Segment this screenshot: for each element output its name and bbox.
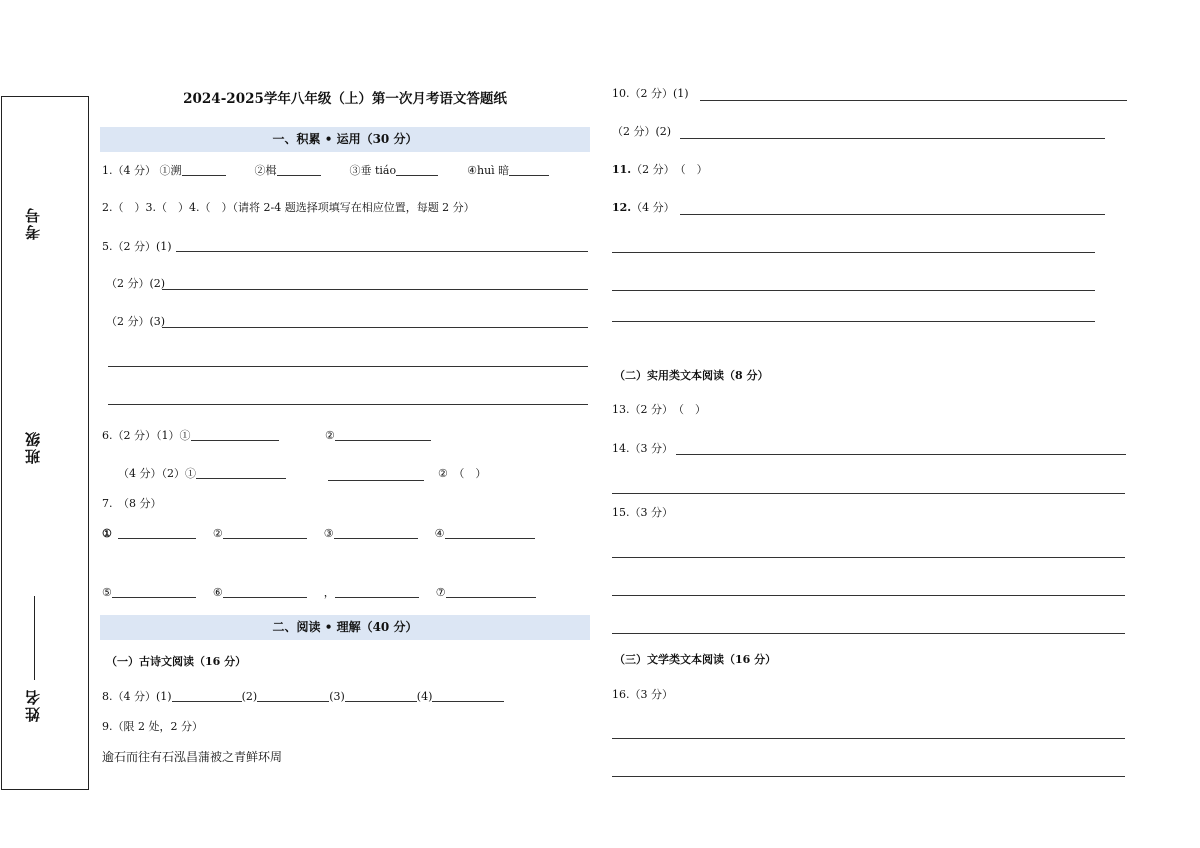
q6-2-blank-extra[interactable] (328, 480, 424, 481)
q8-prefix: 8.（4 分） (102, 690, 156, 703)
page-title: 2024-2025学年八年级（上）第一次月考语文答题纸 (183, 91, 507, 107)
question-5-2: （2 分）(2) (106, 277, 166, 290)
q1-blank-4[interactable] (509, 164, 549, 176)
q10-2-answer-line[interactable] (680, 138, 1105, 139)
q12-number: 12. (612, 201, 632, 214)
section-band-reading: 二、阅读 • 理解（40 分） (100, 615, 590, 640)
q16-answer-line-2[interactable] (612, 776, 1125, 777)
q9-passage: 逾石而往有石泓昌蒲被之青鲜环周 (102, 750, 283, 764)
q16-answer-line-1[interactable] (612, 738, 1125, 739)
binding-strip (1, 96, 89, 790)
q7-blank-6b[interactable] (335, 586, 419, 598)
section-band-accumulation: 一、积累 • 运用（30 分） (100, 127, 590, 152)
q11-text: （2 分） （ ） (631, 163, 708, 176)
q6-1-second-prefix: ② (325, 429, 335, 442)
question-13: 13.（2 分） （ ） (612, 403, 706, 416)
q6-1-prefix: 6.（2 分）（1）① (102, 429, 191, 442)
q6-1-blank-1[interactable] (191, 429, 279, 441)
q7-item-3: ③ (323, 527, 334, 540)
q12-answer-line-3[interactable] (612, 290, 1095, 291)
name-field-line[interactable] (34, 596, 35, 680)
q14-answer-line-2[interactable] (612, 493, 1125, 494)
q8-item-1: (1) (156, 690, 172, 703)
question-10-1: 10.（2 分）(1) (612, 87, 689, 100)
q1-item-4: ④huì 暗 (467, 164, 510, 177)
q7-blank-1[interactable] (118, 527, 196, 539)
q5-3-answer-line-2[interactable] (108, 366, 588, 367)
q7-item-1: ① (102, 527, 112, 540)
q1-blank-1[interactable] (182, 164, 226, 176)
part-1-heading: （一）古诗文阅读（16 分） (106, 655, 247, 668)
q5-3-answer-line[interactable] (162, 327, 588, 328)
q8-blank-2[interactable] (257, 690, 329, 702)
q8-item-4: (4) (416, 690, 433, 703)
q12-answer-line-1[interactable] (680, 214, 1105, 215)
q8-blank-1[interactable] (172, 690, 242, 702)
questions-2-4: 2.（ ）3.（ ）4.（ ）（请将 2-4 题选择项填写在相应位置，每题 2 分） (102, 201, 475, 214)
q8-blank-4[interactable] (432, 690, 504, 702)
question-11 (612, 163, 708, 177)
q12-text: （4 分） (631, 201, 675, 214)
q1-prefix: 1.（4 分） (102, 164, 156, 177)
question-5-1: 5.（2 分）(1) (102, 240, 172, 253)
question-12 (612, 201, 675, 215)
q15-answer-line-3[interactable] (612, 633, 1125, 634)
part-2-heading: （二）实用类文本阅读（8 分） (614, 369, 769, 382)
question-9: 9.（限 2 处，2 分） (102, 720, 203, 733)
q7-row-2 (102, 586, 536, 600)
question-5-3: （2 分）(3) (106, 315, 166, 328)
q5-1-answer-line[interactable] (176, 251, 588, 252)
question-6-1-second (325, 429, 431, 443)
q11-number: 11. (612, 163, 632, 176)
q15-answer-line-2[interactable] (612, 595, 1125, 596)
q7-blank-7[interactable] (446, 586, 536, 598)
q12-answer-line-2[interactable] (612, 252, 1095, 253)
q7-item-7: ⑦ (435, 586, 446, 599)
q10-1-answer-line[interactable] (700, 100, 1127, 101)
q6-2-blank-1[interactable] (196, 467, 286, 479)
question-15: 15.（3 分） (612, 506, 673, 519)
q1-item-3: ③垂 tiáo (349, 164, 397, 177)
q7-blank-5[interactable] (112, 586, 196, 598)
question-16: 16.（3 分） (612, 688, 673, 701)
q1-item-1: ①溯 (159, 164, 182, 177)
q7-comma: ， (323, 586, 335, 599)
q7-blank-3[interactable] (334, 527, 418, 539)
q7-blank-2[interactable] (223, 527, 307, 539)
q7-item-6: ⑥ (212, 586, 223, 599)
question-14: 14.（3 分） (612, 442, 673, 455)
q7-row-1 (102, 527, 535, 541)
q15-answer-line-1[interactable] (612, 557, 1125, 558)
q8-item-2: (2) (241, 690, 258, 703)
q5-2-answer-line[interactable] (162, 289, 588, 290)
question-1 (102, 164, 549, 178)
name-label: 姓名 (24, 688, 42, 722)
class-label: 班级 (24, 430, 42, 464)
q5-3-answer-line-3[interactable] (108, 404, 588, 405)
question-6-1 (102, 429, 279, 443)
q8-blank-3[interactable] (345, 690, 417, 702)
q12-answer-line-4[interactable] (612, 321, 1095, 322)
q1-blank-2[interactable] (277, 164, 321, 176)
q7-item-2: ② (212, 527, 223, 540)
exam-number-label: 考号 (24, 206, 42, 240)
q7-item-5: ⑤ (102, 586, 112, 599)
part-3-heading: （三）文学类文本阅读（16 分） (614, 653, 777, 666)
q14-answer-line-1[interactable] (676, 454, 1126, 455)
question-6-2 (118, 467, 286, 481)
q1-item-2: ②楫 (254, 164, 277, 177)
q7-blank-4[interactable] (445, 527, 535, 539)
q6-2-prefix: （4 分）（2）① (118, 467, 196, 480)
question-6-2-second: ② （ ） (438, 467, 487, 480)
q1-blank-3[interactable] (396, 164, 438, 176)
q7-item-4: ④ (434, 527, 445, 540)
q8-item-3: (3) (329, 690, 345, 703)
question-7: 7. （8 分） (102, 497, 162, 510)
q6-1-blank-2[interactable] (335, 429, 431, 441)
question-10-2: （2 分）(2) (612, 125, 672, 138)
q7-blank-6[interactable] (223, 586, 307, 598)
question-8 (102, 690, 504, 704)
